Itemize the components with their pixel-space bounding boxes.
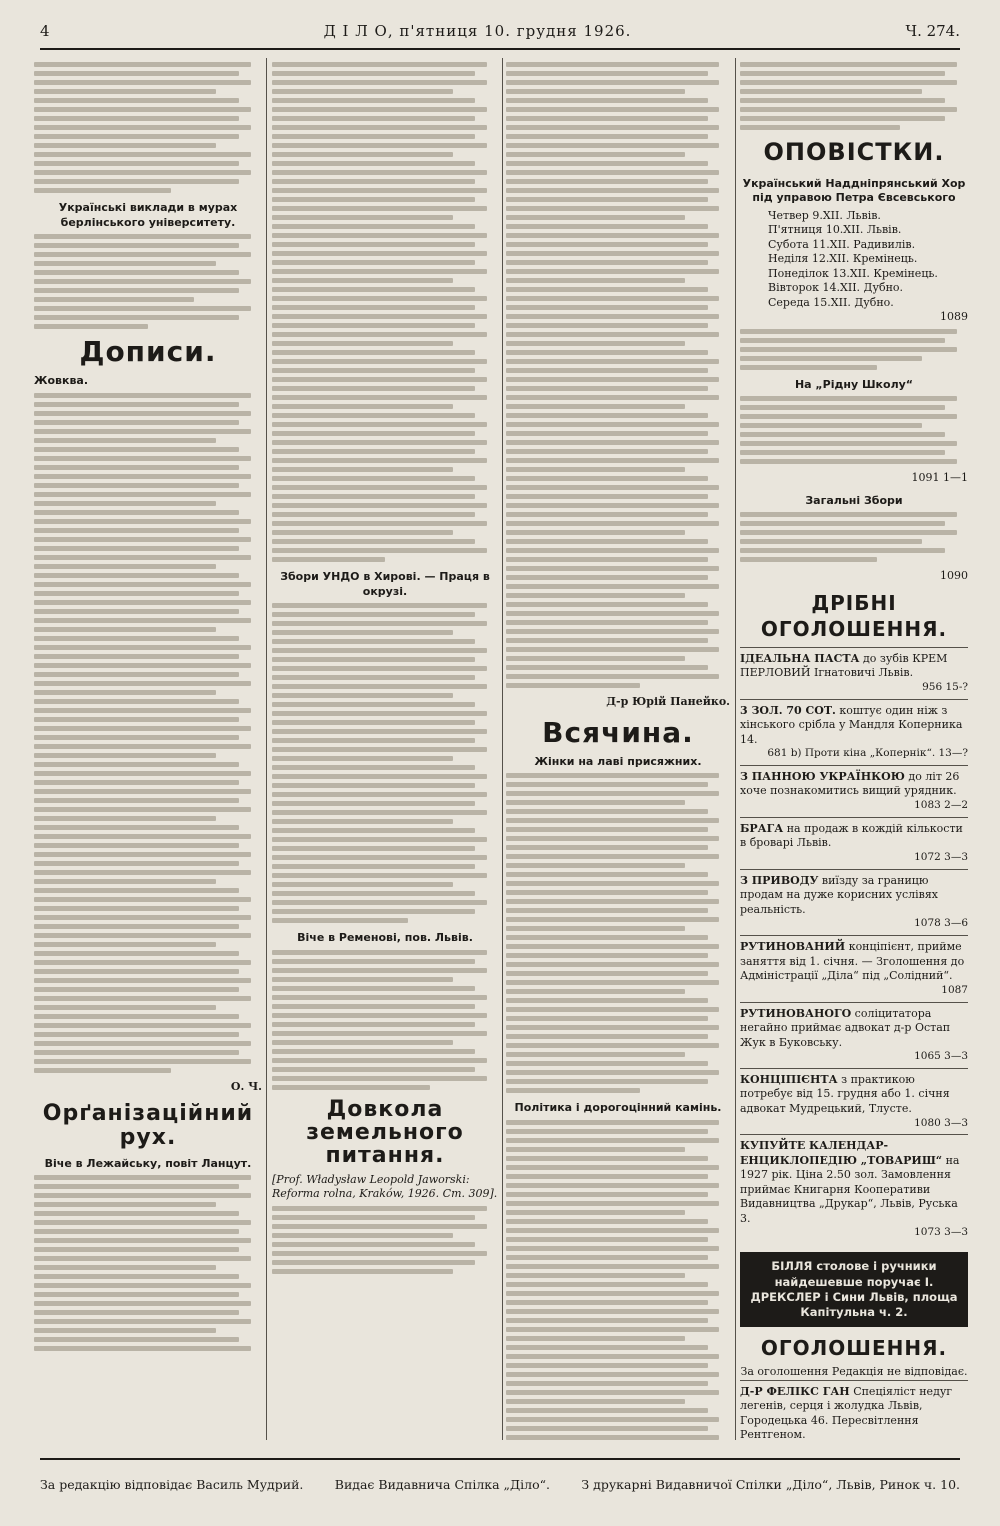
jury-subhead: Жінки на лаві присяжних. — [534, 754, 702, 768]
lectures-heading: Українські виклади в мурах берлінського університету. — [58, 201, 238, 229]
small-ad-title: 3 ЗОЛ. 70 СОТ. — [740, 703, 836, 717]
ridna-shkola-heading: На „Рідну Школу“ — [794, 377, 914, 391]
doctor-name: Д-Р ФЕЛІКС ГАН — [740, 1384, 850, 1398]
general-meeting-heading: Загальні Збори — [805, 493, 903, 507]
text-block — [34, 393, 262, 1073]
small-ad — [740, 647, 968, 699]
ridna-shkola-ref: 1091 1—1 — [911, 471, 968, 485]
small-ad-ref: 1072 3—3 — [914, 850, 968, 863]
small-ad-title: КОНЦІПІЄНТА — [740, 1072, 838, 1086]
small-ad — [740, 699, 968, 765]
small-ad-ref: 1080 3—3 — [914, 1116, 968, 1129]
text-block — [740, 512, 968, 562]
choir-event: Субота 11.XII. Радивилів. — [768, 237, 916, 251]
small-ad-title: З ПРИВОДУ — [740, 873, 819, 887]
text-block — [506, 773, 730, 1093]
editor-line: За редакцію відповідає Василь Мудрий. — [40, 1476, 304, 1492]
column-divider — [266, 58, 267, 1440]
small-ad-ref: 1065 3—3 — [914, 1050, 968, 1063]
politics-subhead: Політика і дорогоцінний камінь. — [514, 1101, 722, 1115]
small-ads-list — [740, 647, 968, 1245]
ads-heading: ОГОЛОШЕННЯ. — [760, 1336, 948, 1361]
issue-number: Ч. 274. — [905, 22, 960, 40]
small-ad-ref: 956 15-? — [922, 680, 968, 693]
small-ad — [740, 935, 968, 1001]
text-block — [740, 329, 968, 370]
choir-event: Четвер 9.XII. Львів. — [768, 208, 881, 222]
author-signature: Д-р Юрій Панейко. — [606, 695, 730, 708]
small-ad-title: РУТИНОВАНИЙ — [740, 940, 846, 954]
text-block — [740, 396, 968, 464]
small-ad-text: коштує один ніж з хінського срібла у Мандля Коперника 14. — [740, 703, 963, 746]
doctor-ad — [740, 1380, 968, 1440]
choir-ref: 1089 — [940, 310, 968, 324]
org-heading: Орґанізаційний рух. — [42, 1101, 254, 1150]
small-ad-title: РУТИНОВАНОГО — [740, 1006, 852, 1020]
printer-line: З друкарні Видавничої Спілки „Діло“, Львів, Ринок ч. 10. — [581, 1476, 960, 1492]
dopysy-heading: Дописи. — [79, 335, 217, 369]
small-ad-title: КУПУЙТЕ КАЛЕНДАР-ЕНЦИКЛОПЕДІЮ „ТОВАРИШ“ — [740, 1139, 943, 1167]
land-heading: Довкола земельного питання. — [306, 1096, 464, 1168]
text-block — [506, 1120, 730, 1440]
small-ad-text: конціпієнт, прийме заняття від 1. січня. — Зголошення до Адміністрації „Діла“ під „Солідний“. — [740, 940, 965, 983]
small-ad-ref: 1083 2—2 — [914, 799, 968, 811]
column-divider — [502, 58, 503, 1440]
text-block — [34, 234, 262, 329]
imprint-footer — [40, 1458, 960, 1508]
small-ad-ref: 1087 — [941, 983, 968, 996]
text-block — [272, 950, 498, 1090]
linen-ad: БІЛЛЯ столове і ручники найдешевше поручає І. ДРЕКСЛЕР і Сини Львів, площа Капітульна ч. 2. — [740, 1252, 968, 1327]
text-block — [272, 1206, 498, 1274]
column-3 — [506, 58, 730, 1440]
text-block — [740, 62, 968, 130]
masthead — [40, 14, 960, 50]
column-divider — [735, 58, 736, 1440]
text-block — [506, 62, 730, 688]
undo-heading: Збори УНДО в Хирові. — Праця в окрузі. — [280, 570, 490, 598]
choir-event: П'ятниця 10.XII. Львів. — [768, 223, 902, 237]
text-block — [34, 62, 262, 193]
choir-event: Неділя 12.XII. Кремінець. — [768, 252, 918, 266]
small-ad-text: на продаж в кождій кількости в броварі Львів. — [740, 821, 963, 850]
small-ad-text: до зубів КРЕМ ПЕРЛОВИЙ Ігнатовичі Львів. — [740, 651, 948, 680]
text-block — [272, 603, 498, 923]
small-ad-text: виїзду за границю продам на дуже корисних услівях реальність. — [740, 873, 939, 916]
announcements-heading: ОПОВІСТКИ. — [763, 138, 945, 166]
page-number: 4 — [40, 22, 50, 40]
small-ad-text: до літ 26 хоче познакомитись вищий урядник. — [740, 769, 960, 798]
viche-heading: Віче в Ременові, пов. Львів. — [297, 931, 473, 945]
doctor-text: Спеціяліст недуг легенів, серця і жолудка Львів, Городецька 46. Пересвітлення Рентгеном. — [740, 1384, 953, 1440]
small-ad-text: соліцитатора негайно приймає адвокат д-р Остап Жук в Буковську. — [740, 1006, 951, 1049]
small-ad-text: з практикою потребує від 15. грудня або 1. січня адвокат Мудрецький, Тлусте. — [740, 1072, 950, 1115]
small-ad-text: на 1927 рік. Ціна 2.50 зол. Замовлення приймає Книгарня Кооперативи Видавництва „Друкар“, Львів, Руська 3. — [740, 1153, 960, 1225]
choir-title: Український Наддніпрянський Хор під управою Петра Євсевського — [742, 176, 966, 205]
newspaper-dateline: Д І Л О, п'ятниця 10. грудня 1926. — [323, 22, 632, 40]
column-4 — [740, 58, 968, 1440]
signature: О. Ч. — [230, 1079, 262, 1093]
choir-event: Понеділок 13.XII. Кремінець. — [768, 266, 938, 280]
ads-disclaimer: За оголошення Редакція не відповідає. — [740, 1365, 968, 1379]
small-ad — [740, 1068, 968, 1134]
small-ad-title: З ПАННОЮ УКРАЇНКОЮ — [740, 769, 905, 783]
small-ad-ref: 1073 3—3 — [914, 1226, 968, 1239]
dopysy-subhead: Жовква. — [34, 374, 89, 388]
small-ad — [740, 869, 968, 935]
vsiachyna-heading: Всячина. — [542, 715, 694, 749]
publisher-line: Видає Видавнича Спілка „Діло“. — [334, 1476, 550, 1492]
small-ad-ref: 681 b) Проти кіна „Копернік“. 13—? — [767, 747, 968, 760]
small-ad — [740, 765, 968, 817]
small-ad — [740, 817, 968, 869]
org-subhead: Віче в Лежайську, повіт Ланцут. — [44, 1156, 252, 1170]
text-block — [34, 1175, 262, 1351]
choir-event: Середа 15.XII. Дубно. — [768, 295, 894, 309]
column-2 — [272, 58, 498, 1440]
small-ads-heading: ДРІБНІ ОГОЛОШЕННЯ. — [760, 590, 948, 642]
small-ad-title: БРАГА — [740, 821, 784, 835]
small-ad-title: ІДЕАЛЬНА ПАСТА — [740, 651, 860, 665]
land-citation: [Prof. Władysław Leopold Jaworski: Reforma rolna, Kraków, 1926. Ст. 309]. — [272, 1172, 498, 1201]
small-ad-ref: 1078 3—6 — [914, 917, 968, 930]
small-ad — [740, 1002, 968, 1068]
choir-schedule — [740, 209, 968, 311]
text-block — [272, 62, 498, 562]
general-meeting-ref: 1090 — [940, 569, 968, 583]
choir-event: Вівторок 14.XII. Дубно. — [768, 281, 904, 295]
small-ad — [740, 1134, 968, 1244]
column-1 — [34, 58, 262, 1440]
